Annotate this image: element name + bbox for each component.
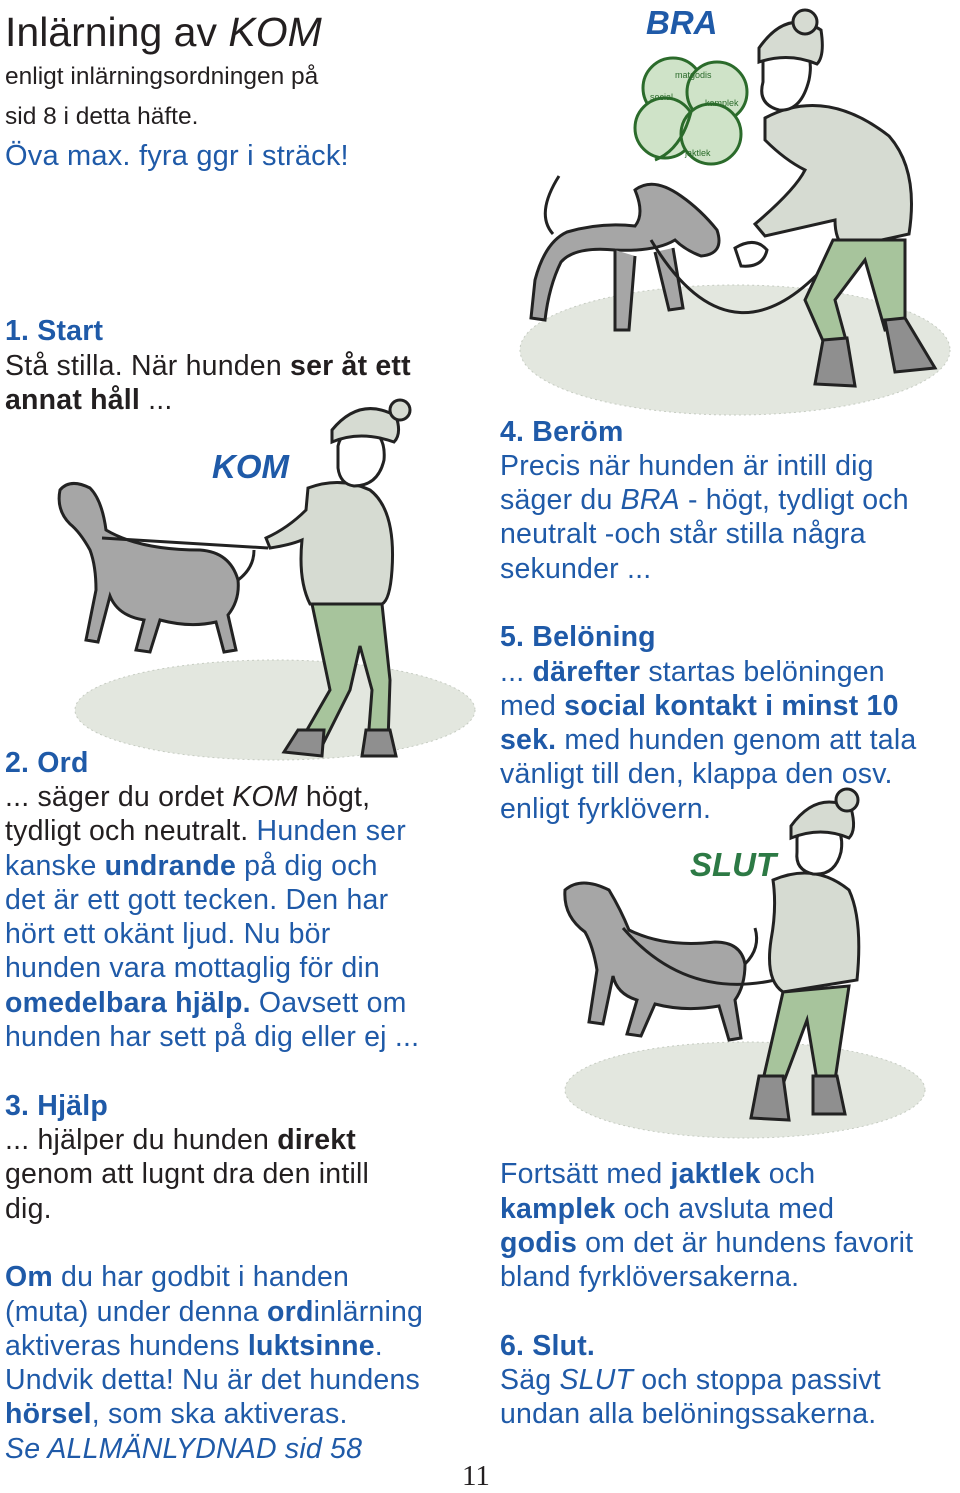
bait-warning-line-4: Undvik detta! Nu är det hundens bbox=[5, 1364, 420, 1396]
step-6-line-2: undan alla belöningssakerna. bbox=[500, 1398, 877, 1430]
step-6-heading: 6. Slut. bbox=[500, 1330, 596, 1362]
step-4-line-1: Precis när hunden är intill dig bbox=[500, 450, 874, 482]
step-2-line-4: det är ett gott tecken. Den har bbox=[5, 884, 389, 916]
step-1-line-1: Stå stilla. När hunden ser åt ett bbox=[5, 350, 411, 382]
cross-reference-link[interactable]: Se ALLMÄNLYDNAD sid 58 bbox=[5, 1433, 363, 1465]
step-3-line-2: genom att lugnt dra den intill bbox=[5, 1158, 370, 1190]
step-2-line-3: kanske undrande på dig och bbox=[5, 850, 378, 882]
step-5-line-4: vänligt till den, klappa den osv. bbox=[500, 758, 893, 790]
practice-note: Öva max. fyra ggr i sträck! bbox=[5, 140, 349, 172]
step-4-line-3: neutralt -och står stilla några bbox=[500, 518, 866, 550]
bait-warning-line-2: (muta) under denna ordinlärning bbox=[5, 1296, 424, 1328]
step-2-line-8: hunden har sett på dig eller ej ... bbox=[5, 1021, 420, 1053]
step-3-heading: 3. Hjälp bbox=[5, 1090, 108, 1122]
kom-word: KOM bbox=[212, 448, 289, 485]
subtitle-line-1: enligt inlärningsordningen på bbox=[5, 63, 319, 90]
step-1-heading: 1. Start bbox=[5, 315, 104, 347]
step-2-line-5: hört ett okänt ljud. Nu bör bbox=[5, 918, 331, 950]
kom-illustration bbox=[40, 390, 460, 770]
step-2-line-7: omedelbara hjälp. Oavsett om bbox=[5, 987, 407, 1019]
slut-illustration bbox=[545, 780, 945, 1160]
continue-line-3: godis om det är hundens favorit bbox=[500, 1227, 914, 1259]
step-3-line-3: dig. bbox=[5, 1193, 52, 1225]
step-2-line-1: ... säger du ordet KOM högt, bbox=[5, 781, 371, 813]
step-4-heading: 4. Beröm bbox=[500, 416, 624, 448]
step-2-line-6: hunden vara mottaglig för din bbox=[5, 952, 380, 984]
continue-line-4: bland fyrklöversakerna. bbox=[500, 1261, 800, 1293]
clover-label-jaktlek: jaktlek bbox=[685, 148, 711, 158]
step-1-line-2: annat håll ... bbox=[5, 384, 173, 416]
slut-word: SLUT bbox=[690, 846, 777, 883]
step-5-line-2: med social kontakt i minst 10 bbox=[500, 690, 899, 722]
subtitle-line-2: sid 8 i detta häfte. bbox=[5, 103, 199, 130]
page-title-plain: Inlärning av bbox=[5, 9, 229, 55]
step-5-line-1: ... därefter startas belöningen bbox=[500, 656, 885, 688]
bra-word: BRA bbox=[646, 4, 718, 41]
clover-label-social: social bbox=[650, 92, 674, 102]
bait-warning-line-5: hörsel, som ska aktiveras. bbox=[5, 1398, 348, 1430]
page-title bbox=[5, 8, 322, 56]
step-5-line-5: enligt fyrklövern. bbox=[500, 793, 712, 825]
clover-label-matgodis: matgodis bbox=[675, 70, 712, 80]
dog-figure-1 bbox=[59, 483, 254, 652]
step-4-line-2: säger du BRA - högt, tydligt och bbox=[500, 484, 909, 516]
step-2-line-2: tydligt och neutralt. Hunden ser bbox=[5, 815, 406, 847]
step-6-line-1: Säg SLUT och stoppa passivt bbox=[500, 1364, 881, 1396]
step-4-line-4: sekunder ... bbox=[500, 553, 652, 585]
bait-warning-line-3: aktiveras hundens luktsinne. bbox=[5, 1330, 383, 1362]
step-3-line-1: ... hjälper du hunden direkt bbox=[5, 1124, 356, 1156]
bait-warning-line-1: Om du har godbit i handen bbox=[5, 1261, 350, 1293]
page-title-command: KOM bbox=[228, 9, 322, 55]
page-number: 11 bbox=[462, 1460, 490, 1492]
step-5-line-3: sek. med hunden genom att tala bbox=[500, 724, 917, 756]
step-2-heading: 2. Ord bbox=[5, 747, 89, 779]
continue-line-1: Fortsätt med jaktlek och bbox=[500, 1158, 816, 1190]
clover-label-kamplek: kamplek bbox=[705, 98, 739, 108]
continue-line-2: kamplek och avsluta med bbox=[500, 1193, 835, 1225]
step-5-heading: 5. Belöning bbox=[500, 621, 656, 653]
bra-illustration bbox=[505, 0, 955, 420]
